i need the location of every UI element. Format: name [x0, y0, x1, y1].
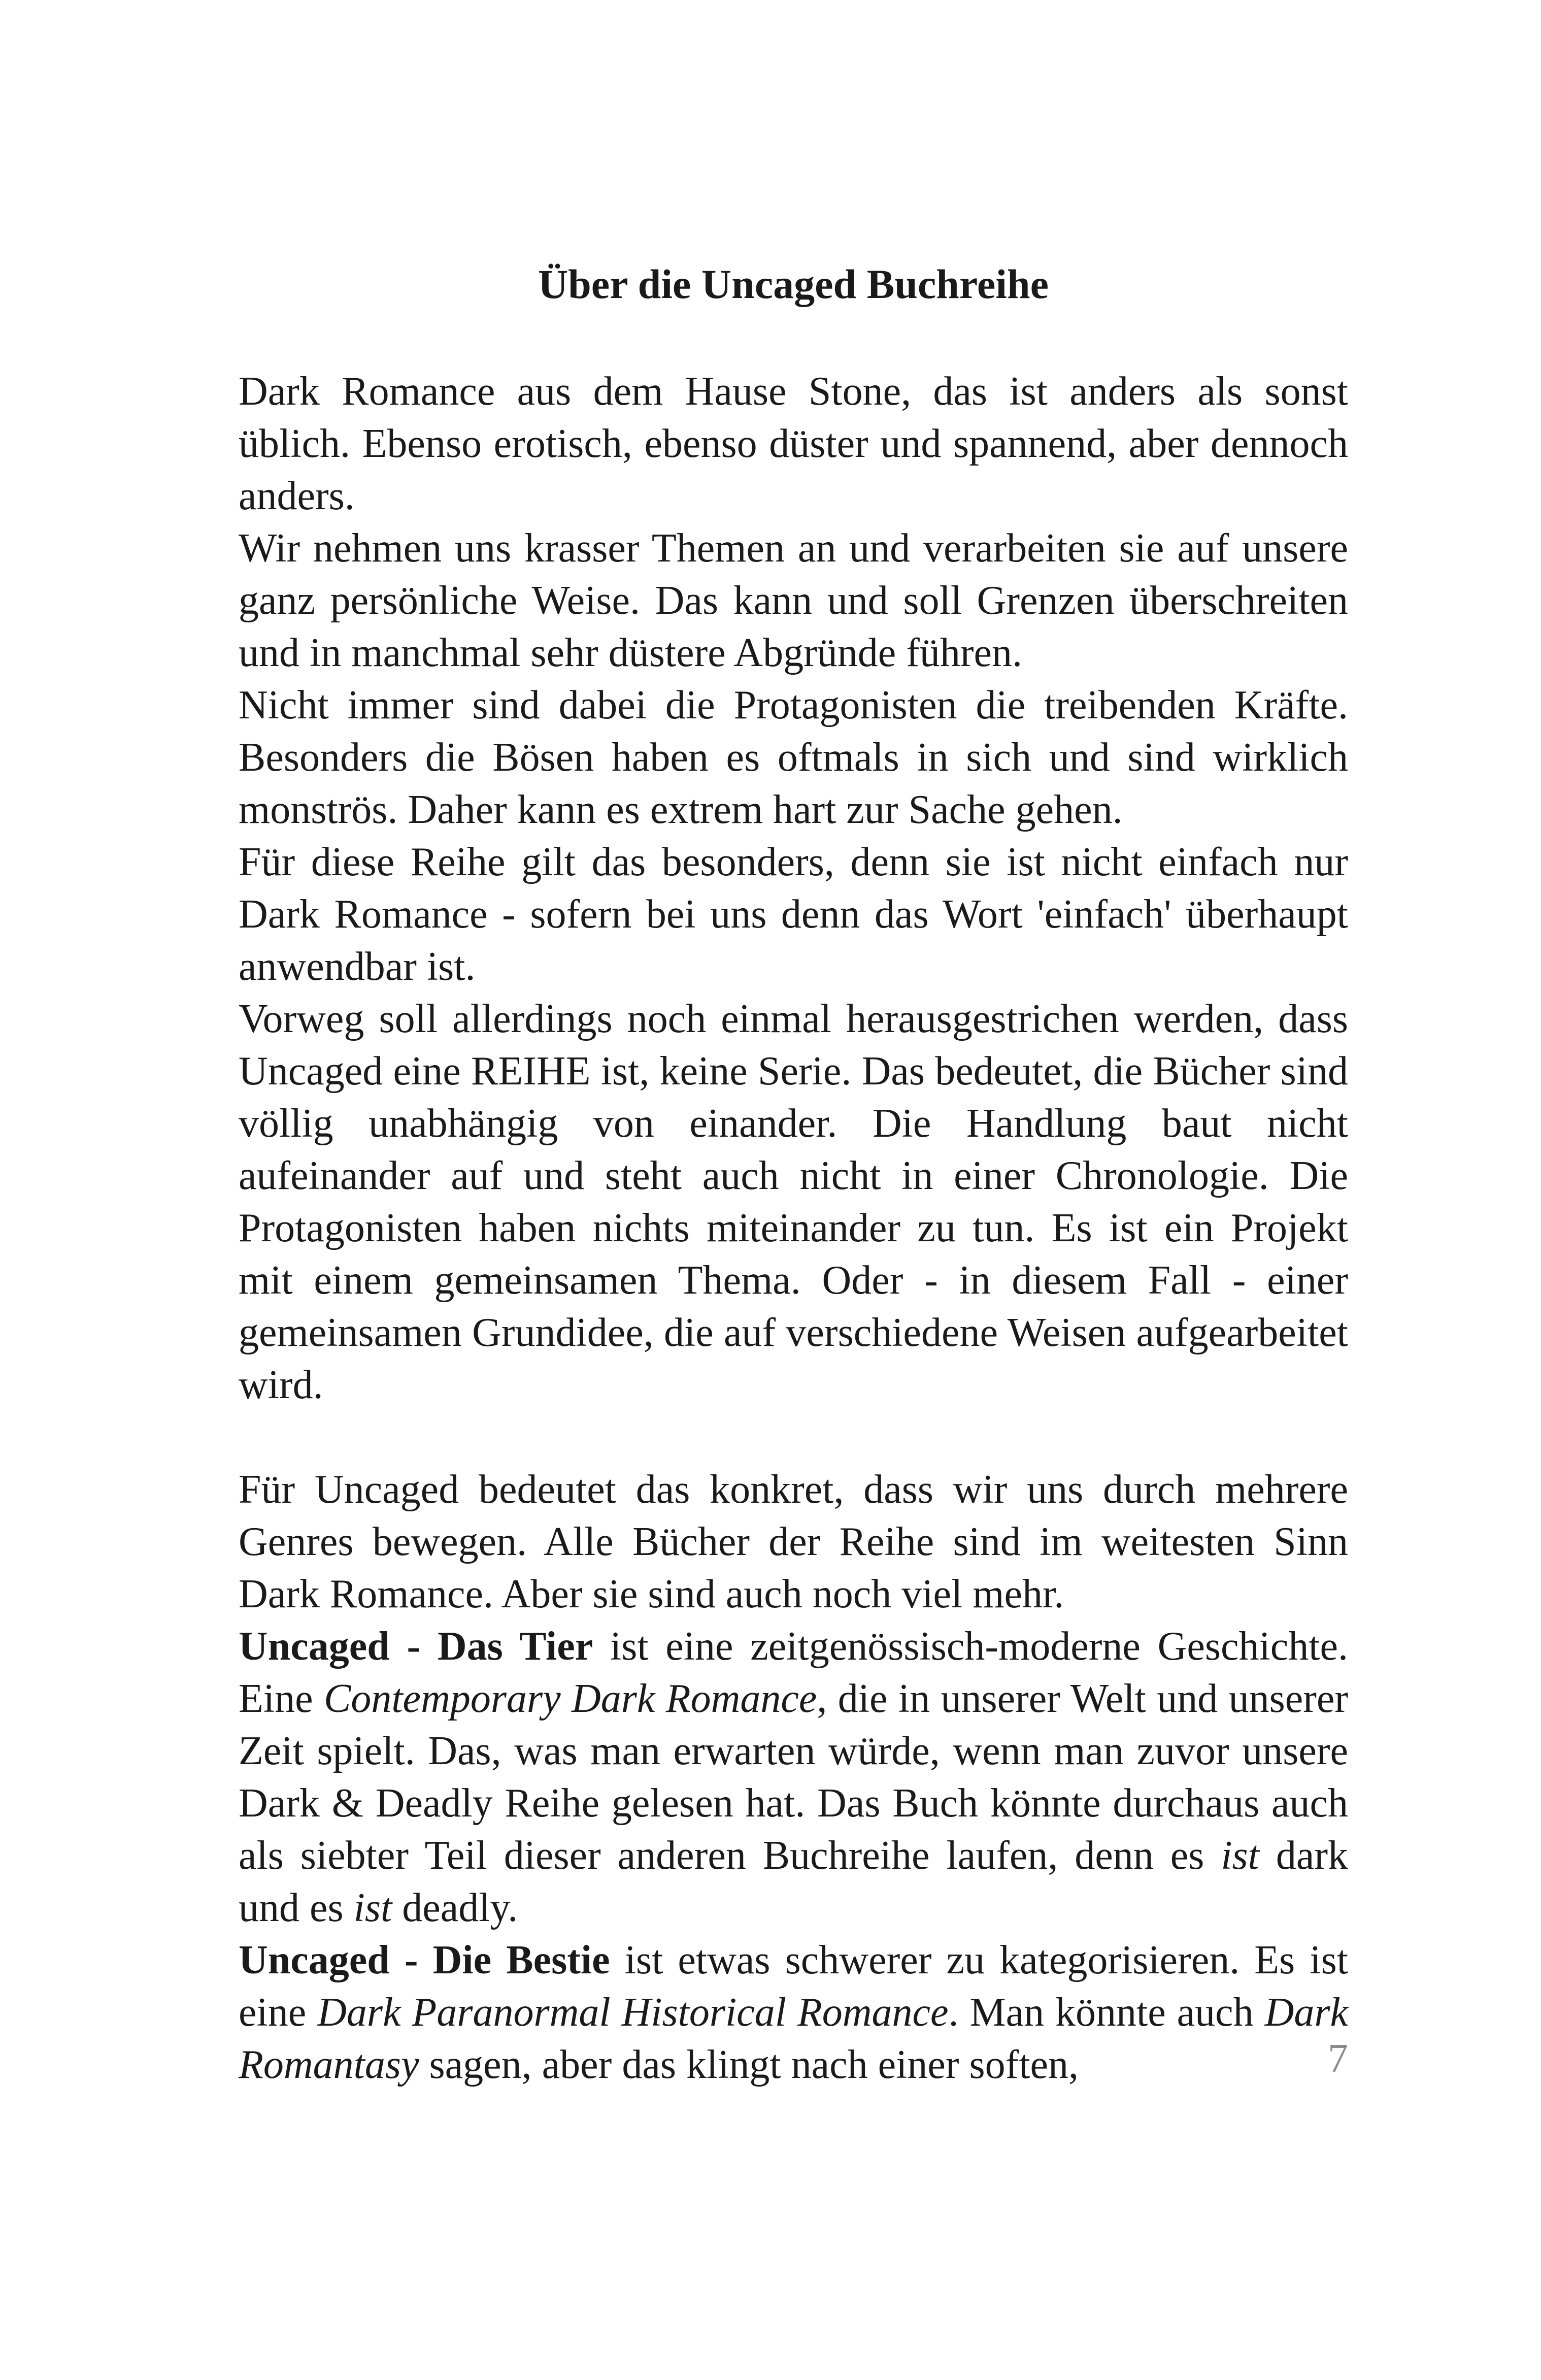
- genre-italic: Dark Romantasy: [239, 1990, 1348, 2087]
- text-span: deadly.: [392, 1886, 518, 1930]
- text-span: dark und es: [239, 1833, 1348, 1930]
- emphasis-italic: ist: [353, 1886, 392, 1930]
- emphasis-italic: ist: [1221, 1833, 1259, 1878]
- text-span: ist eine zeitgenössisch-moderne Geschichte. Eine: [239, 1624, 1349, 1721]
- body-text: [239, 366, 1348, 2091]
- text-span: . Man könnte auch: [948, 1990, 1265, 2035]
- paragraph-villains: Nicht immer sind dabei die Protagonisten die treibenden Kräfte. Besonders die Bösen haben es oftmals in sich und sind wirklich monströs. Daher kann es extrem hart zur Sache gehen.: [239, 683, 1348, 832]
- text-span: , die in unserer Welt und unserer Zeit spielt. Das, was man erwarten würde, wenn man zuvor unsere Dark & Deadly Reihe gelesen hat. Das Buch könnte durchaus auch als siebter Teil dieser anderen Buchreihe laufen, denn es: [239, 1676, 1348, 1878]
- paragraph-themes: Wir nehmen uns krasser Themen an und verarbeiten sie auf unsere ganz persönliche Weise. Das kann und soll Grenzen überschreiten und in manchmal sehr düstere Abgründe führen.: [239, 526, 1348, 675]
- book-title-das-tier: Uncaged - Das Tier: [239, 1624, 593, 1669]
- paragraph-series-note: Für diese Reihe gilt das besonders, denn sie ist nicht einfach nur Dark Romance - sofern bei uns denn das Wort 'einfach' überhaupt anwendbar ist.: [239, 840, 1348, 989]
- chapter-title: Über die Uncaged Buchreihe: [538, 261, 1049, 307]
- paragraph-reihe-explanation: Vorweg soll allerdings noch einmal herausgestrichen werden, dass Uncaged eine REIHE ist, keine Serie. Das bedeutet, die Bücher sind völlig unabhängig von einander. Die Handlung baut nicht aufeinander auf und steht auch nicht in einer Chronologie. Die Protagonisten haben nichts miteinander zu tun. Es ist ein Projekt mit einem gemeinsamen Thema. Oder - in diesem Fall - einer gemeinsamen Grundidee, die auf verschiedene Weisen aufgearbeitet wird.: [239, 997, 1348, 1407]
- paragraph-das-tier: [239, 1621, 1348, 1934]
- paragraph-die-bestie: [239, 1934, 1348, 2091]
- genre-italic: Contemporary Dark Romance: [323, 1676, 817, 1721]
- paragraph-genres: Für Uncaged bedeutet das konkret, dass wir uns durch mehrere Genres bewegen. Alle Bücher der Reihe sind im weitesten Sinn Dark Romance. Aber sie sind auch noch viel mehr.: [239, 1467, 1348, 1616]
- paragraph-intro: Dark Romance aus dem Hause Stone, das ist anders als sonst üblich. Ebenso erotisch, ebenso düster und spannend, aber dennoch anders.: [239, 369, 1348, 518]
- genre-italic: Dark Paranormal Historical Romance: [317, 1990, 949, 2035]
- page-number: 7: [1328, 2036, 1348, 2081]
- text-span: ist etwas schwerer zu kategorisieren. Es ist eine: [239, 1938, 1348, 2035]
- text-span: sagen, aber das klingt nach einer soften,: [419, 2042, 1079, 2087]
- book-title-die-bestie: Uncaged - Die Bestie: [239, 1938, 610, 1982]
